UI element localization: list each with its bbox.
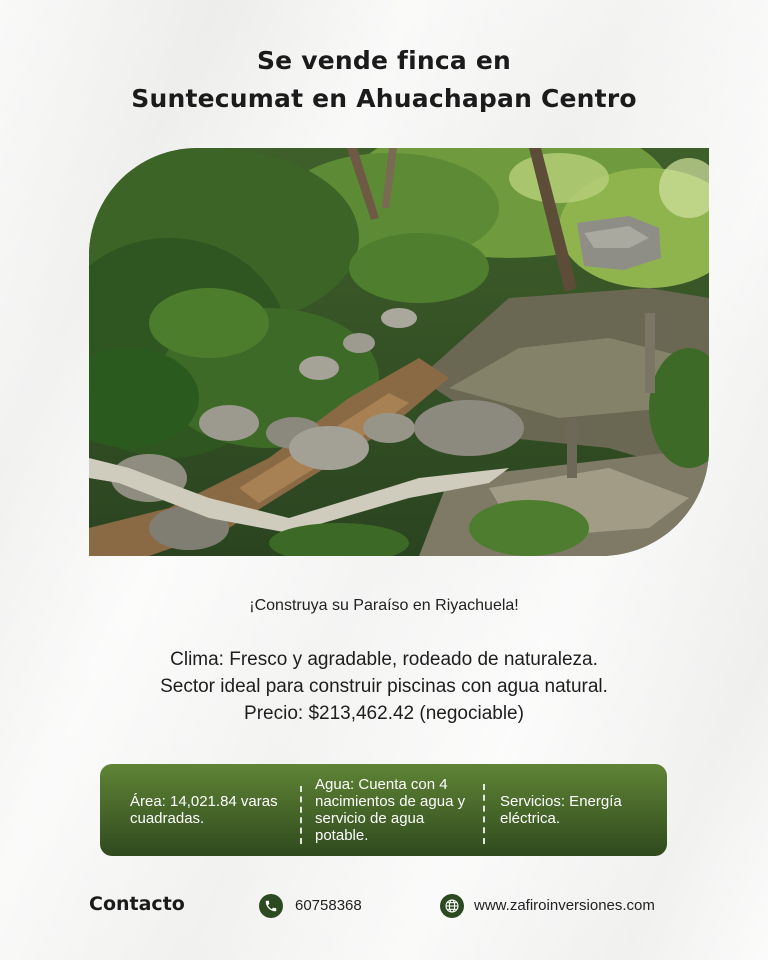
page-title <box>0 42 768 118</box>
feature-area: Área: 14,021.84 varas cuadradas. <box>130 793 278 827</box>
phone-icon <box>259 894 283 918</box>
phone-number[interactable]: 60758368 <box>295 897 362 914</box>
contact-heading: Contacto <box>89 893 185 915</box>
divider <box>483 784 485 844</box>
website-link[interactable]: www.zafiroinversiones.com <box>474 897 655 914</box>
property-photo <box>89 148 709 556</box>
title-line-2: Suntecumat en Ahuachapan Centro <box>131 84 637 113</box>
description-sector: Sector ideal para construir piscinas con agua natural. <box>160 676 608 697</box>
feature-water: Agua: Cuenta con 4 nacimientos de agua y servicio de agua potable. <box>315 776 466 844</box>
globe-icon <box>440 894 464 918</box>
feature-services: Servicios: Energía eléctrica. <box>500 793 622 827</box>
tagline: ¡Construya su Paraíso en Riyachuela! <box>249 597 519 614</box>
divider <box>300 786 302 844</box>
description-price: Precio: $213,462.42 (negociable) <box>244 703 524 724</box>
description-climate: Clima: Fresco y agradable, rodeado de naturaleza. <box>170 649 598 670</box>
description <box>0 646 768 727</box>
title-line-1: Se vende finca en <box>256 46 512 75</box>
features-band <box>100 764 667 856</box>
